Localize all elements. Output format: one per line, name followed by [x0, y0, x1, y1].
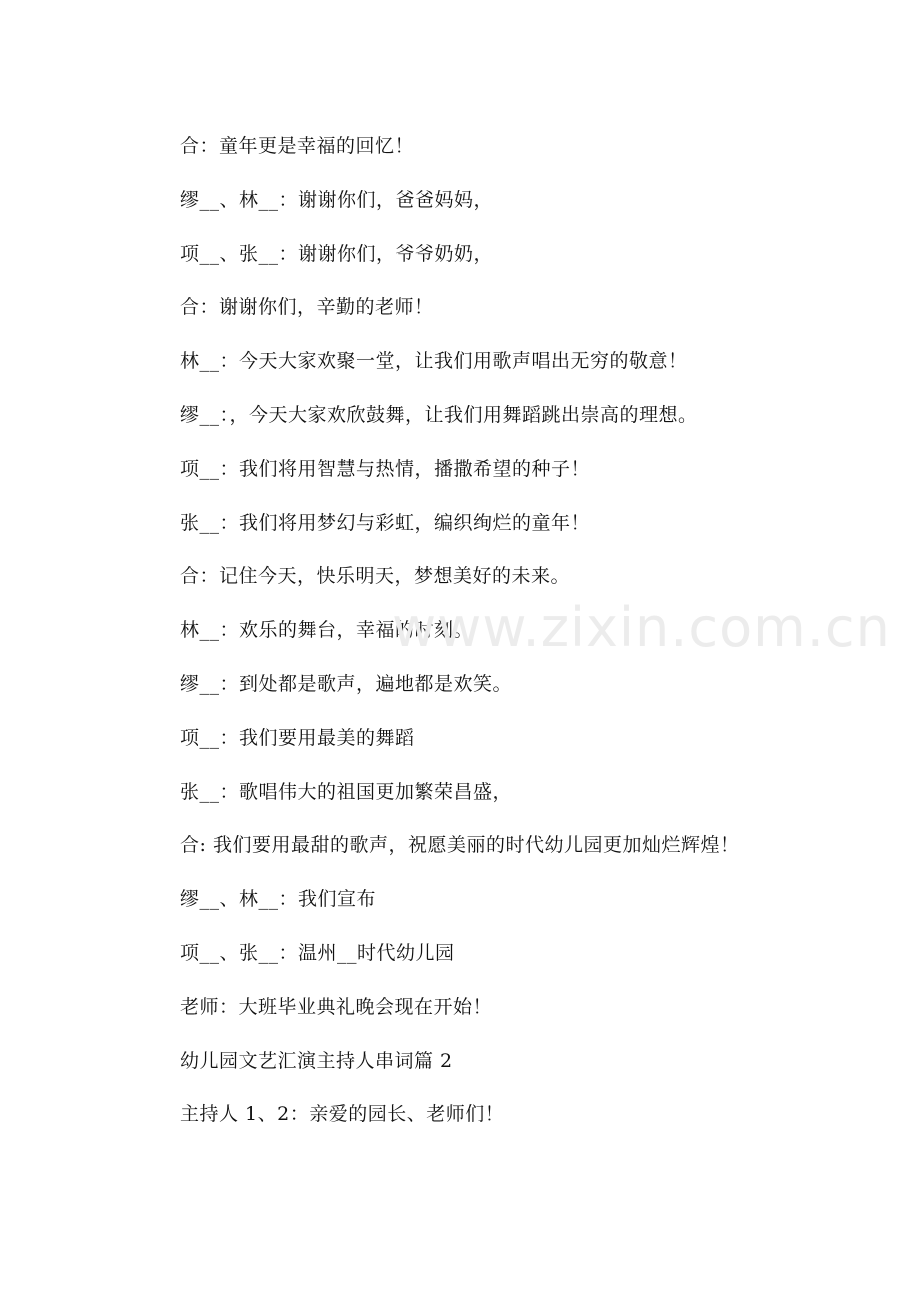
text-line: 张__：我们将用梦幻与彩虹，编织绚烂的童年！ [180, 511, 591, 534]
text-line: 项__、张__：温州__时代幼儿园 [180, 941, 455, 964]
section-heading: 幼儿园文艺汇演主持人串词篇 2 [180, 1049, 453, 1072]
text-line: 缪__：到处都是歌声，遍地都是欢笑。 [180, 672, 513, 695]
text-line: 合: 我们要用最甜的歌声，祝愿美丽的时代幼儿园更加灿烂辉煌！ [180, 834, 740, 857]
text-line: 缪__、林__：我们宣布 [180, 888, 377, 911]
text-line: 合：童年更是幸福的回忆！ [180, 135, 415, 157]
text-line: 林__：欢乐的舞台，幸福的时刻。 [180, 619, 474, 642]
text-line: 项__：我们将用智慧与热情，播撒希望的种子！ [180, 457, 591, 480]
document-body [180, 128, 820, 1150]
text-line: 缪__、林__：谢谢你们，爸爸妈妈， [180, 188, 494, 211]
text-line: 缪__：，今天大家欢欣鼓舞，让我们用舞蹈跳出崇高的理想。 [180, 403, 698, 426]
text-line: 项__：我们要用最美的舞蹈 [180, 726, 415, 749]
text-line: 老师：大班毕业典礼晚会现在开始！ [180, 995, 493, 1018]
text-line: 林__：今天大家欢聚一堂，让我们用歌声唱出无穷的敬意！ [180, 350, 688, 373]
text-line: 合：记住今天，快乐明天，梦想美好的未来。 [180, 565, 571, 588]
text-line: 张__：歌唱伟大的祖国更加繁荣昌盛， [180, 780, 513, 803]
watermark: www.zixin.com.cn [392, 596, 891, 659]
text-line: 合：谢谢你们，辛勤的老师！ [180, 296, 434, 319]
text-line: 项__、张__：谢谢你们，爷爷奶奶， [180, 242, 494, 265]
text-line: 主持人 1、2：亲爱的园长、老师们！ [180, 1103, 505, 1126]
